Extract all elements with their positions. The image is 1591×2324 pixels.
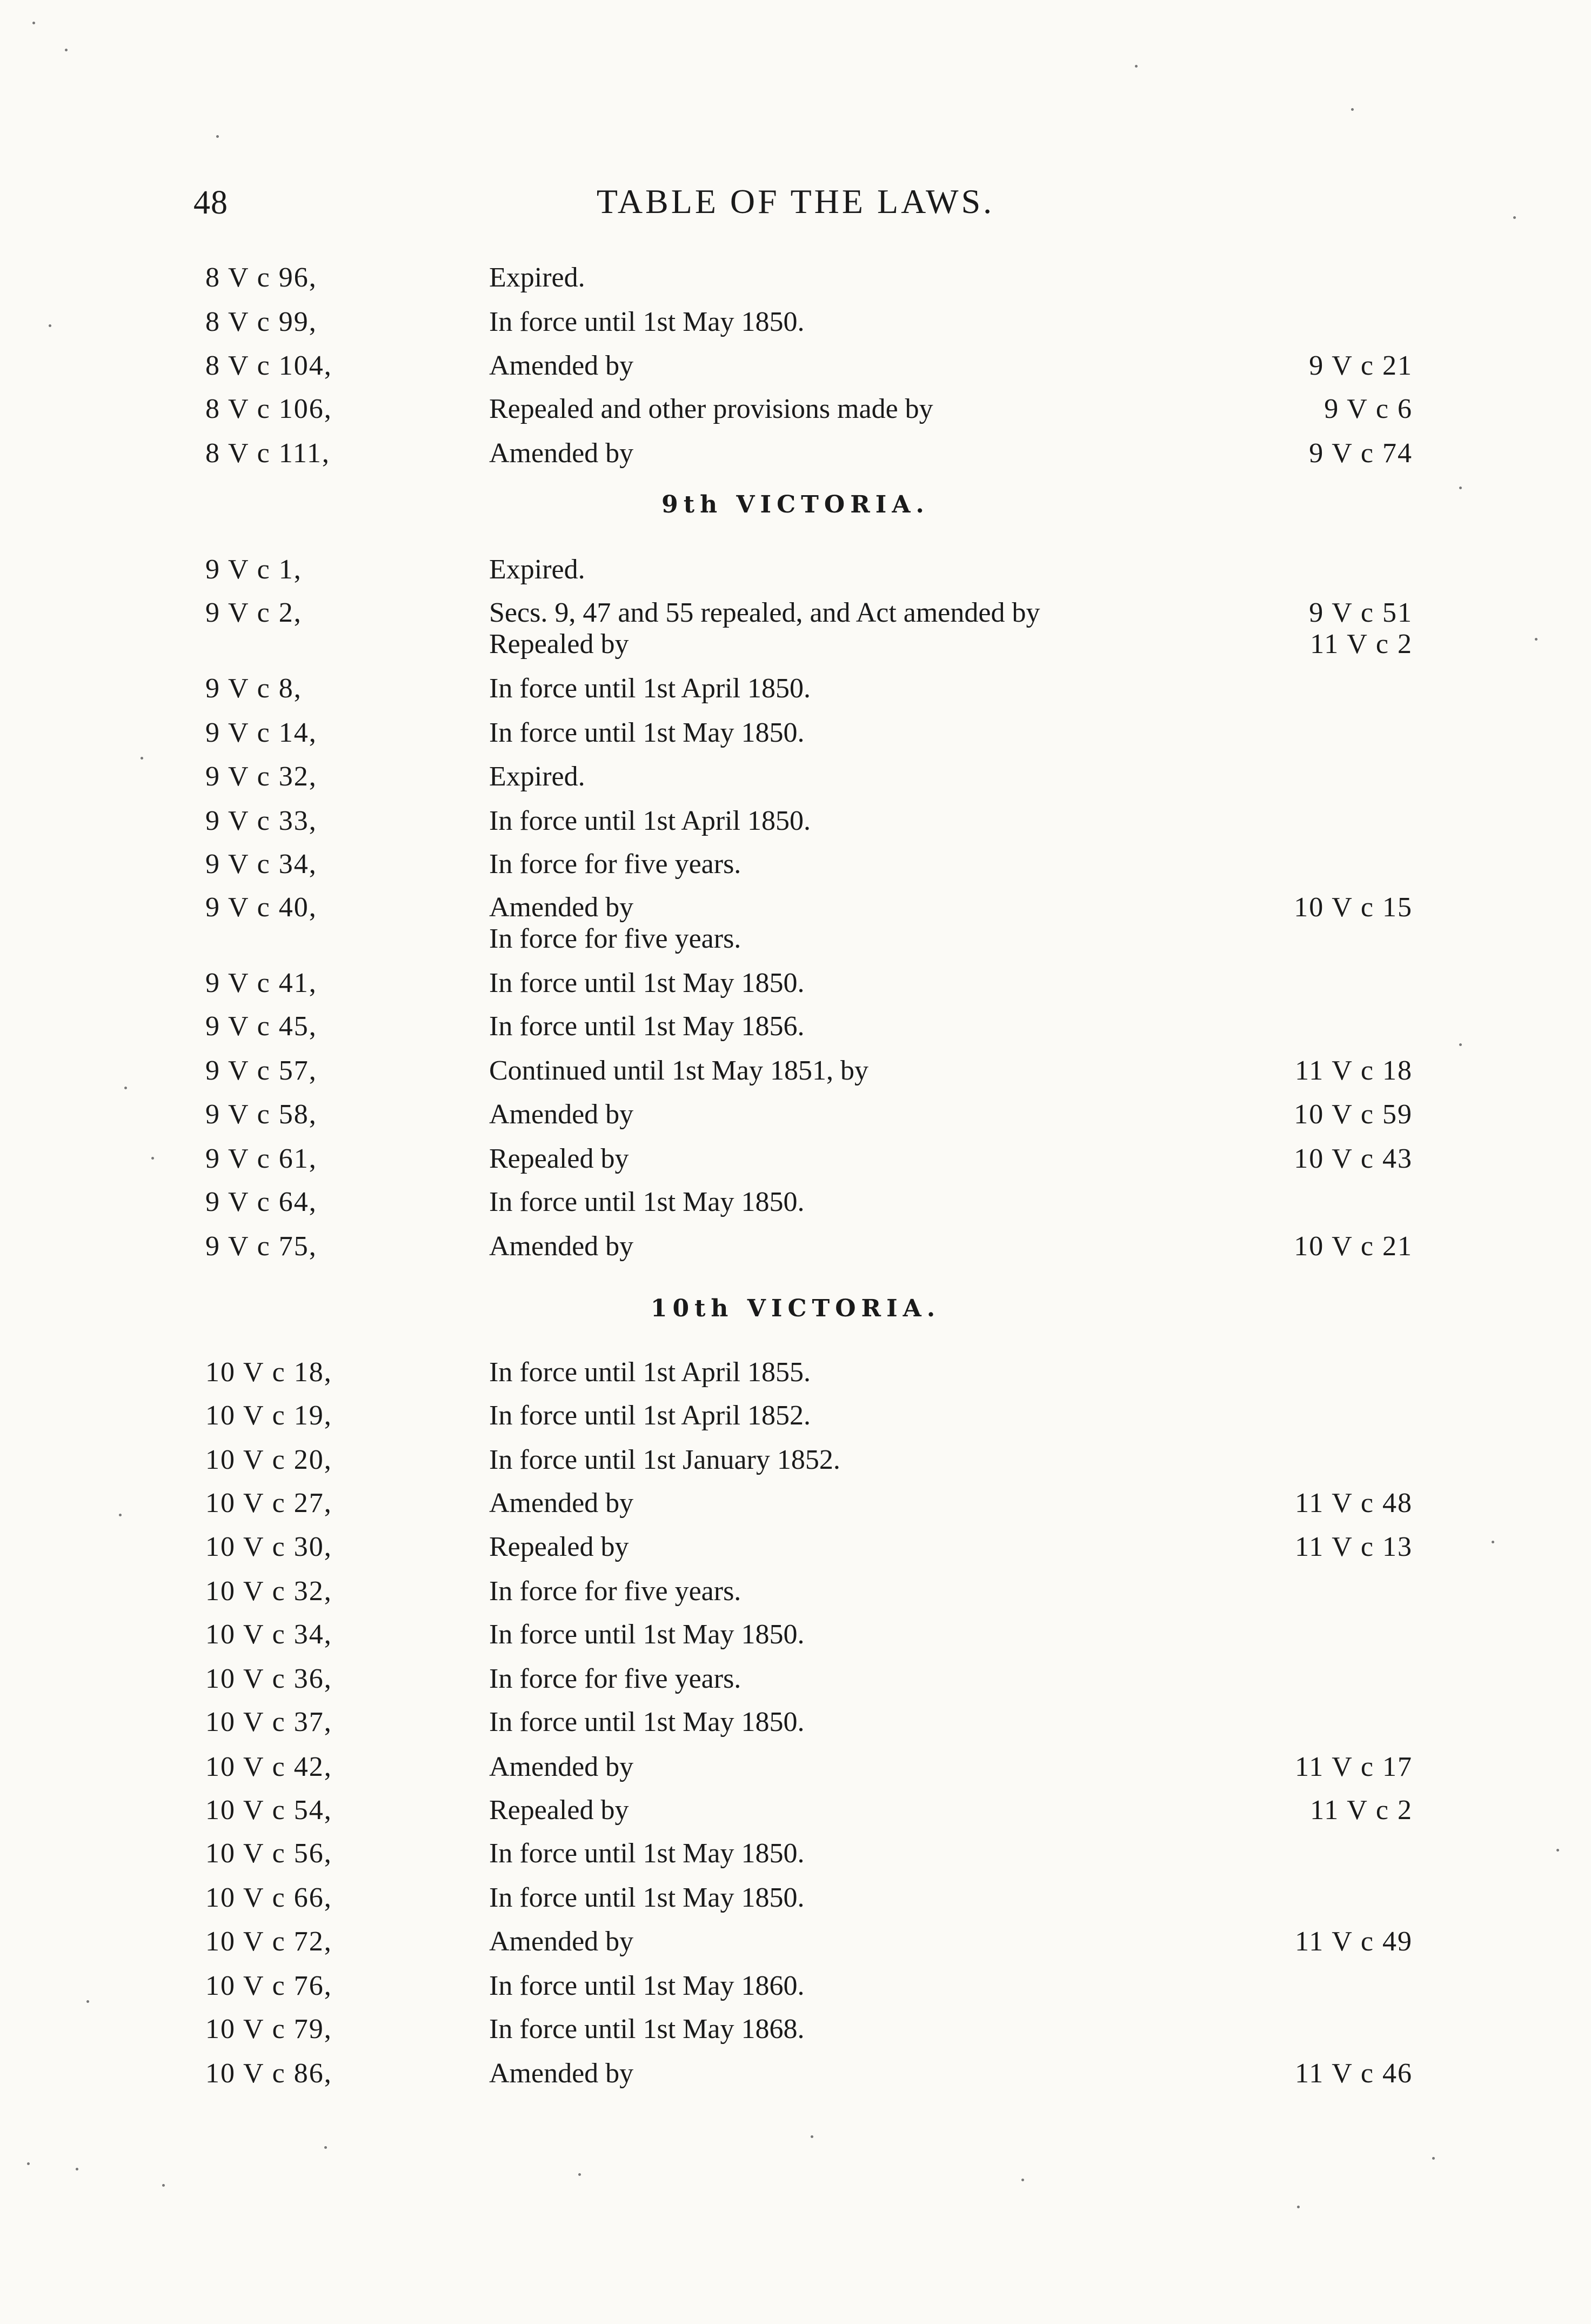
- speck: [216, 135, 219, 138]
- table-row: [0, 1619, 1591, 1662]
- amending-act-ref: 11 V c 13: [1295, 1531, 1413, 1562]
- amending-act-ref-secondary: 11 V c 2: [1310, 629, 1413, 660]
- table-row: [0, 1882, 1591, 1926]
- act-status: Amended by: [489, 2058, 634, 2089]
- act-status: In force until 1st April 1850.: [489, 673, 811, 704]
- act-status: In force until 1st April 1852.: [489, 1400, 811, 1431]
- act-status: Repealed and other provisions made by: [489, 394, 933, 424]
- amending-act-ref: 10 V c 43: [1294, 1143, 1413, 1174]
- act-status: In force until 1st May 1856.: [489, 1011, 805, 1042]
- speck: [1135, 65, 1138, 68]
- table-row: [0, 892, 1591, 954]
- amending-act-ref: 11 V c 46: [1295, 2058, 1413, 2089]
- table-row: [0, 1752, 1591, 1795]
- table-row: [0, 597, 1591, 660]
- table-row: [0, 761, 1591, 804]
- table-row: [0, 1231, 1591, 1274]
- table-row: [0, 1444, 1591, 1488]
- table-row: [0, 805, 1591, 849]
- act-citation: 10 V c 19,: [205, 1400, 332, 1431]
- speck: [324, 2146, 327, 2149]
- speck: [27, 2162, 30, 2165]
- act-status: In force for five years.: [489, 1663, 741, 1694]
- act-status: In force for five years.: [489, 849, 741, 880]
- table-row: [0, 307, 1591, 350]
- act-citation: 9 V c 58,: [205, 1099, 317, 1130]
- act-status: Secs. 9, 47 and 55 repealed, and Act amended by: [489, 597, 1040, 628]
- speck: [578, 2173, 581, 2176]
- act-status: Repealed by: [489, 1531, 629, 1562]
- act-citation: 8 V c 96,: [205, 262, 317, 293]
- amending-act-ref: 10 V c 21: [1294, 1231, 1413, 1262]
- act-citation: 9 V c 8,: [205, 673, 302, 704]
- act-status: In force until 1st May 1860.: [489, 1970, 805, 2001]
- act-citation: 8 V c 111,: [205, 438, 330, 469]
- speck: [32, 22, 35, 24]
- speck: [1432, 2157, 1435, 2160]
- amending-act-ref: 11 V c 18: [1295, 1055, 1413, 1086]
- table-row: [0, 717, 1591, 761]
- act-citation: 10 V c 37,: [205, 1707, 332, 1737]
- act-citation: 9 V c 40,: [205, 892, 317, 923]
- act-status: In force until 1st May 1850.: [489, 1187, 805, 1217]
- speck: [1351, 108, 1354, 111]
- act-status: Amended by: [489, 892, 634, 923]
- act-citation: 8 V c 106,: [205, 394, 332, 424]
- act-citation: 9 V c 2,: [205, 597, 302, 628]
- amending-act-ref: 9 V c 74: [1309, 438, 1413, 469]
- section-heading-9th-victoria: 9th VICTORIA.: [661, 491, 930, 518]
- table-row: [0, 1055, 1591, 1098]
- amending-act-ref: 11 V c 17: [1295, 1752, 1413, 1782]
- table-row: [0, 394, 1591, 437]
- act-citation: 9 V c 34,: [205, 849, 317, 880]
- table-row: [0, 1707, 1591, 1750]
- speck: [1556, 1849, 1559, 1852]
- table-row: [0, 1357, 1591, 1400]
- act-citation: 10 V c 30,: [205, 1531, 332, 1562]
- act-citation: 10 V c 76,: [205, 1970, 332, 2001]
- act-citation: 10 V c 86,: [205, 2058, 332, 2089]
- speck: [162, 2184, 165, 2187]
- speck: [1513, 216, 1516, 219]
- speck: [1459, 487, 1462, 489]
- act-citation: 10 V c 20,: [205, 1444, 332, 1475]
- act-citation: 9 V c 45,: [205, 1011, 317, 1042]
- act-citation: 8 V c 99,: [205, 307, 317, 337]
- act-status: Amended by: [489, 1926, 634, 1957]
- speck: [119, 1514, 122, 1516]
- speck: [1297, 2206, 1300, 2208]
- table-row: [0, 1099, 1591, 1142]
- act-status: In force until 1st May 1850.: [489, 1707, 805, 1737]
- act-citation: 10 V c 27,: [205, 1488, 332, 1519]
- act-status: In force until 1st January 1852.: [489, 1444, 840, 1475]
- table-row: [0, 1970, 1591, 2014]
- act-citation: 9 V c 75,: [205, 1231, 317, 1262]
- act-citation: 10 V c 66,: [205, 1882, 332, 1913]
- act-status: Expired.: [489, 554, 585, 585]
- act-citation: 9 V c 57,: [205, 1055, 317, 1086]
- speck: [86, 2000, 89, 2003]
- speck: [76, 2168, 78, 2170]
- speck: [65, 49, 68, 51]
- act-status: In force until 1st May 1850.: [489, 717, 805, 748]
- table-row: [0, 438, 1591, 481]
- act-citation: 9 V c 41,: [205, 968, 317, 998]
- table-row: [0, 350, 1591, 394]
- act-citation: 9 V c 1,: [205, 554, 302, 585]
- act-status: In force until 1st May 1868.: [489, 2014, 805, 2045]
- act-citation: 9 V c 64,: [205, 1187, 317, 1217]
- act-status: In force until 1st April 1855.: [489, 1357, 811, 1388]
- table-row: [0, 1576, 1591, 1619]
- amending-act-ref: 9 V c 51: [1309, 597, 1413, 628]
- amending-act-ref: 9 V c 21: [1309, 350, 1413, 381]
- amending-act-ref: 10 V c 15: [1294, 892, 1413, 923]
- act-citation: 10 V c 34,: [205, 1619, 332, 1650]
- act-status: In force until 1st May 1850.: [489, 307, 805, 337]
- table-row: [0, 968, 1591, 1011]
- act-citation: 9 V c 61,: [205, 1143, 317, 1174]
- amending-act-ref: 11 V c 49: [1295, 1926, 1413, 1957]
- table-row: [0, 673, 1591, 716]
- table-row: [0, 1531, 1591, 1575]
- act-status-secondary: In force for five years.: [489, 923, 741, 954]
- act-citation: 8 V c 104,: [205, 350, 332, 381]
- act-status: In force until 1st May 1850.: [489, 1619, 805, 1650]
- act-status: Repealed by: [489, 1143, 629, 1174]
- page-number: 48: [193, 184, 228, 221]
- act-citation: 10 V c 72,: [205, 1926, 332, 1957]
- table-row: [0, 1187, 1591, 1230]
- act-citation: 9 V c 32,: [205, 761, 317, 792]
- table-row: [0, 1838, 1591, 1881]
- speck: [124, 1087, 127, 1089]
- act-status: Amended by: [489, 438, 634, 469]
- act-status: Amended by: [489, 1752, 634, 1782]
- table-row: [0, 1663, 1591, 1707]
- section-heading-10th-victoria: 10th VICTORIA.: [650, 1295, 941, 1322]
- act-citation: 10 V c 79,: [205, 2014, 332, 2045]
- act-status: Continued until 1st May 1851, by: [489, 1055, 868, 1086]
- table-row: [0, 1011, 1591, 1054]
- act-citation: 10 V c 18,: [205, 1357, 332, 1388]
- amending-act-ref: 11 V c 2: [1310, 1795, 1413, 1826]
- act-citation: 10 V c 36,: [205, 1663, 332, 1694]
- act-status: Amended by: [489, 1488, 634, 1519]
- table-row: [0, 1143, 1591, 1187]
- act-citation: 10 V c 32,: [205, 1576, 332, 1607]
- speck: [1021, 2179, 1024, 2181]
- act-citation: 10 V c 42,: [205, 1752, 332, 1782]
- act-status: Amended by: [489, 1231, 634, 1262]
- act-status: In force until 1st May 1850.: [489, 1838, 805, 1869]
- table-row: [0, 1795, 1591, 1838]
- table-row: [0, 262, 1591, 305]
- act-status: Repealed by: [489, 1795, 629, 1826]
- speck: [151, 1157, 154, 1160]
- table-row: [0, 1400, 1591, 1443]
- speck: [811, 2135, 813, 2138]
- table-row: [0, 1926, 1591, 1969]
- act-citation: 9 V c 14,: [205, 717, 317, 748]
- table-row: [0, 2058, 1591, 2101]
- speck: [49, 324, 51, 327]
- act-status: In force for five years.: [489, 1576, 741, 1607]
- act-status: Expired.: [489, 262, 585, 293]
- act-status: In force until 1st May 1850.: [489, 1882, 805, 1913]
- amending-act-ref: 10 V c 59: [1294, 1099, 1413, 1130]
- act-status: Amended by: [489, 350, 634, 381]
- act-citation: 9 V c 33,: [205, 805, 317, 836]
- act-status: Amended by: [489, 1099, 634, 1130]
- act-citation: 10 V c 56,: [205, 1838, 332, 1869]
- act-status: In force until 1st April 1850.: [489, 805, 811, 836]
- speck: [141, 757, 143, 760]
- table-row: [0, 554, 1591, 597]
- table-row: [0, 1488, 1591, 1531]
- speck: [1492, 1541, 1494, 1543]
- act-citation: 10 V c 54,: [205, 1795, 332, 1826]
- amending-act-ref: 11 V c 48: [1295, 1488, 1413, 1519]
- table-row: [0, 2014, 1591, 2057]
- act-status: In force until 1st May 1850.: [489, 968, 805, 998]
- speck: [1535, 638, 1537, 641]
- act-status-secondary: Repealed by: [489, 629, 629, 660]
- act-status: Expired.: [489, 761, 585, 792]
- amending-act-ref: 9 V c 6: [1324, 394, 1413, 424]
- speck: [1459, 1043, 1462, 1046]
- page-title: TABLE OF THE LAWS.: [596, 182, 995, 221]
- table-row: [0, 849, 1591, 892]
